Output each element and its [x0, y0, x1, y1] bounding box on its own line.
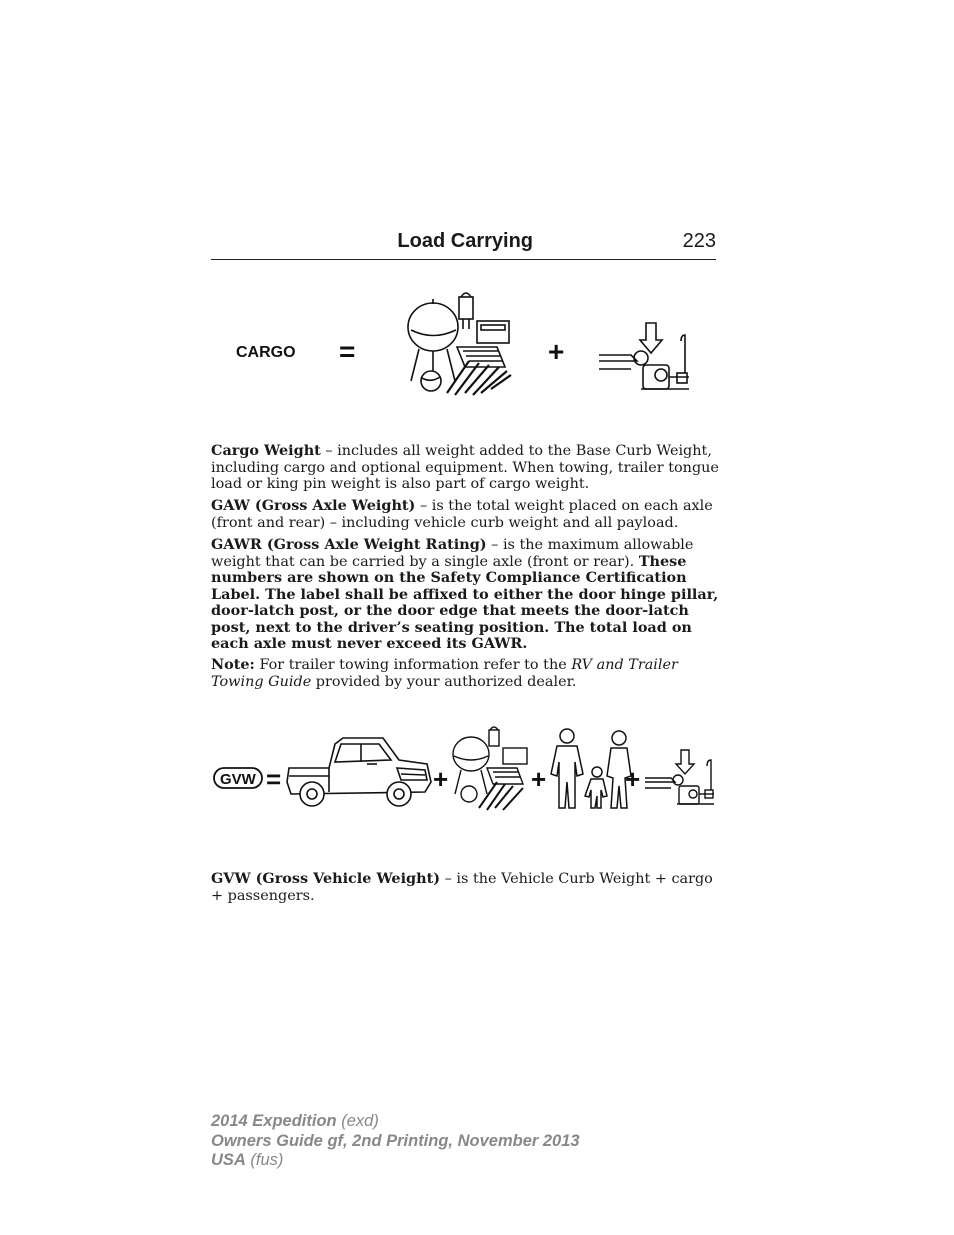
gvw-badge: [214, 768, 262, 788]
plus-sign: +: [625, 764, 641, 794]
page-header: [211, 229, 716, 260]
page-number: 223: [682, 230, 716, 252]
cargo-items-icon: [408, 293, 511, 395]
gvw-label: GVW: [220, 771, 256, 788]
passengers-icon: [551, 729, 631, 808]
footer-line-printing: Owners Guide gf, 2nd Printing, November 2013: [211, 1131, 580, 1150]
cargo-illustration: [211, 285, 716, 405]
cargo-label: CARGO: [236, 344, 296, 361]
plus-sign: +: [548, 336, 565, 367]
equals-sign: =: [339, 336, 356, 367]
definition-gvw: GVW (Gross Vehicle Weight) – is the Vehicle Curb Weight + cargo + passengers.: [211, 870, 713, 904]
cargo-items-icon: [453, 727, 527, 810]
gvw-illustration: [211, 722, 716, 818]
section-title: Load Carrying: [397, 230, 533, 252]
page-footer: [211, 1112, 580, 1171]
trailer-hitch-icon: [645, 750, 714, 804]
pickup-truck-icon: [287, 738, 431, 806]
definition-gawr: GAWR (Gross Axle Weight Rating) – is the maximum allowable weight that can be carried by a single axle (front or rear). These numbers are shown on the Safety Compliance Certification Label. The label shall be affixed to either the door hinge pillar, door-latch post, or the door edge that meets the door-latch post, next to the driver’s seating position. The total load on each axle must never exceed its GAWR.: [211, 536, 719, 652]
definition-cargo-weight: Cargo Weight – includes all weight added to the Base Curb Weight, including cargo and optional equipment. When towing, trailer tongue load or king pin weight is also part of cargo weight.: [211, 442, 719, 492]
definition-gaw: GAW (Gross Axle Weight) – is the total weight placed on each axle (front and rear) – including vehicle curb weight and all payload.: [211, 497, 713, 531]
footer-line-model: 2014 Expedition (exd): [211, 1112, 379, 1130]
plus-sign: +: [531, 764, 547, 794]
equals-sign: =: [266, 764, 282, 794]
rv-trailer-guide-title: RV and Trailer Towing Guide: [211, 657, 678, 690]
plus-sign: +: [433, 764, 449, 794]
footer-line-region: USA (fus): [211, 1151, 284, 1169]
trailer-hitch-icon: [599, 323, 689, 389]
note-paragraph: Note: For trailer towing information refer to the RV and Trailer Towing Guide provided by your authorized dealer.: [211, 656, 678, 690]
